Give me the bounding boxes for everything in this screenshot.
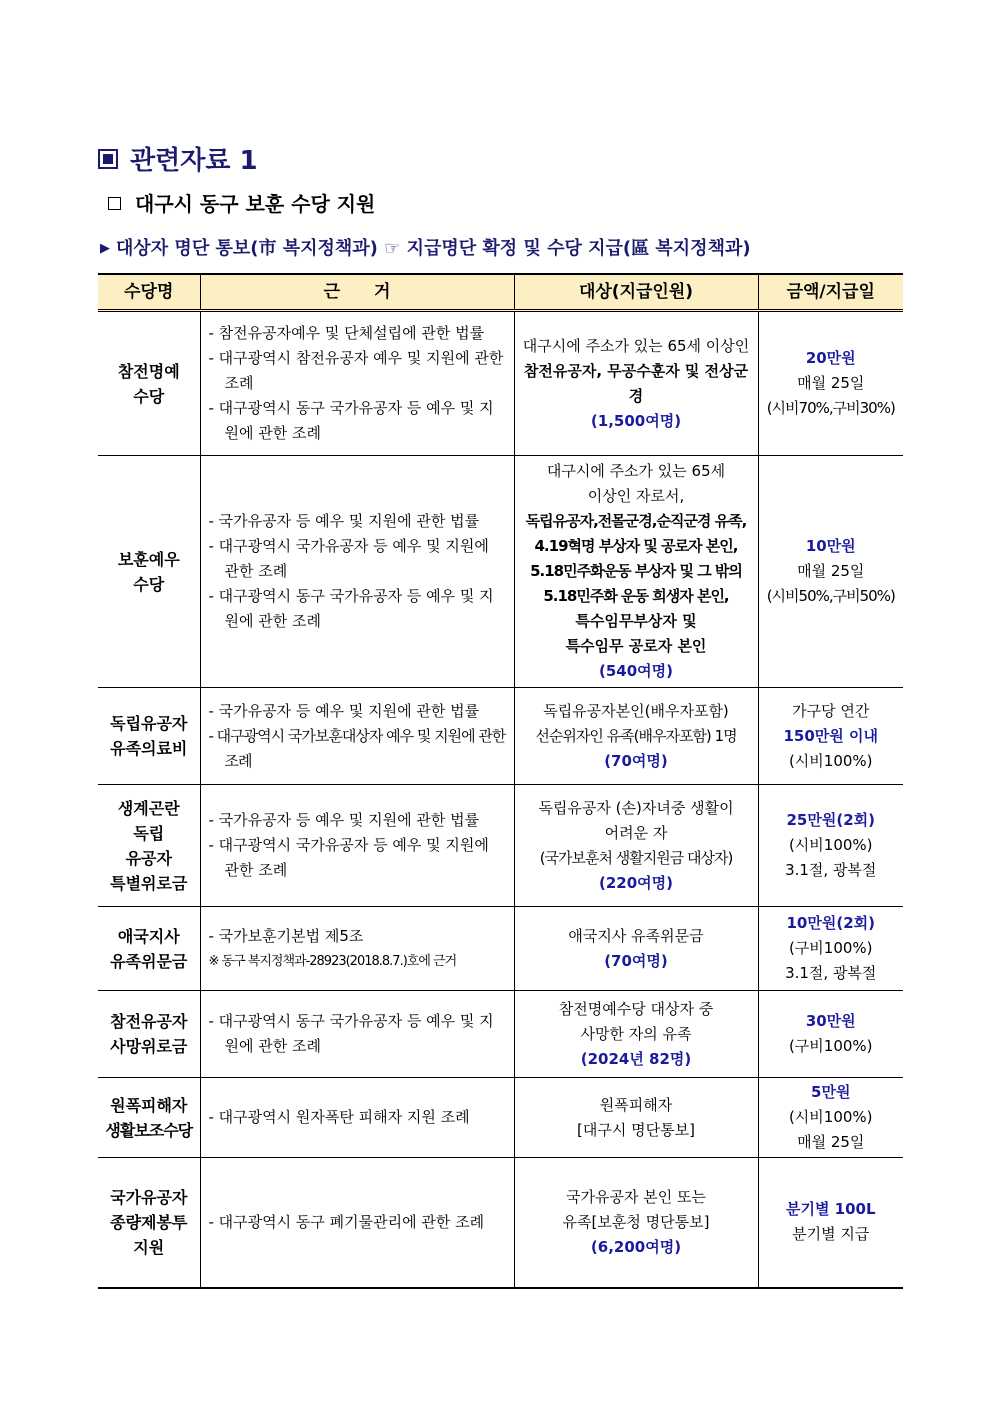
triangle-right-icon: ▶ <box>100 241 110 256</box>
subsection-heading: 대구시 동구 보훈 수당 지원 <box>108 188 375 217</box>
amount: 25만원(2회) (시비100%) 3.1절, 광복절 <box>758 785 903 907</box>
legal-basis: - 대구광역시 원자폭탄 피해자 지원 조례 <box>200 1078 514 1158</box>
target: 원폭피해자 [대구시 명단통보] <box>514 1078 758 1158</box>
table-row <box>98 688 903 785</box>
legal-basis: - 대구광역시 동구 국가유공자 등 예우 및 지원에 관한 조례 <box>200 991 514 1078</box>
empty-square-icon <box>108 197 121 210</box>
legal-basis: - 대구광역시 동구 폐기물관리에 관한 조례 <box>200 1158 514 1288</box>
allowance-name: 국가유공자 종량제봉투 지원 <box>98 1158 200 1288</box>
target: 독립유공자 (손)자녀중 생활이 어려운 자 (국가보훈처 생활지원금 대상자) (220여명) <box>514 785 758 907</box>
legal-basis: - 국가유공자 등 예우 및 지원에 관한 법률 - 대구광역시 국가유공자 등 예우 및 지원에 관한 조례 - 대구광역시 동구 국가유공자 등 예우 및 지원에 관한 조례 <box>200 456 514 688</box>
allowance-name: 보훈예우 수당 <box>98 456 200 688</box>
allowance-name: 독립유공자 유족의료비 <box>98 688 200 785</box>
target: 국가유공자 본인 또는 유족[보훈청 명단통보] (6,200여명) <box>514 1158 758 1288</box>
target: 대구시에 주소가 있는 65세 이상인 자로서, 독립유공자,전몰군경,순직군경 유족, 4.19혁명 부상자 및 공로자 본인, 5.18민주화운동 부상자 및 그 밖의 5.18민주화 운동 희생자 본인, 특수임무부상자 및 특수임무 공로자 본인 (540여명) <box>514 456 758 688</box>
table-row <box>98 991 903 1078</box>
amount: 30만원 (구비100%) <box>758 991 903 1078</box>
legal-basis: - 국가보훈기본법 제5조 ※ 동구 복지정책과-28923(2018.8.7.)호에 근거 <box>200 907 514 991</box>
header-amount: 금액/지급일 <box>758 274 903 311</box>
allowance-name: 애국지사 유족위문금 <box>98 907 200 991</box>
header-name: 수당명 <box>98 274 200 311</box>
section-heading: 관련자료 1 <box>98 140 258 177</box>
table-row <box>98 1158 903 1288</box>
legal-basis: - 국가유공자 등 예우 및 지원에 관한 법률 - 대구광역시 국가유공자 등 예우 및 지원에 관한 조례 <box>200 785 514 907</box>
amount: 10만원 매월 25일 (시비50%,구비50%) <box>758 456 903 688</box>
amount: 5만원 (시비100%) 매월 25일 <box>758 1078 903 1158</box>
amount: 분기별 100L 분기별 지급 <box>758 1158 903 1288</box>
amount: 가구당 연간 150만원 이내 (시비100%) <box>758 688 903 785</box>
allowance-name: 생계곤란 독립 유공자 특별위로금 <box>98 785 200 907</box>
target: 참전명예수당 대상자 중 사망한 자의 유족 (2024년 82명) <box>514 991 758 1078</box>
table-header-row <box>98 274 903 311</box>
header-basis: 근 거 <box>200 274 514 311</box>
header-target: 대상(지급인원) <box>514 274 758 311</box>
filled-square-icon <box>98 149 118 169</box>
allowance-table <box>98 273 903 1289</box>
amount: 20만원 매월 25일 (시비70%,구비30%) <box>758 311 903 456</box>
target: 독립유공자본인(배우자포함) 선순위자인 유족(배우자포함) 1명 (70여명) <box>514 688 758 785</box>
table-row <box>98 907 903 991</box>
target: 애국지사 유족위문금 (70여명) <box>514 907 758 991</box>
table-row <box>98 1078 903 1158</box>
allowance-name: 원폭피해자 생활보조수당 <box>98 1078 200 1158</box>
legal-basis: - 참전유공자예우 및 단체설립에 관한 법률 - 대구광역시 참전유공자 예우 및 지원에 관한 조례 - 대구광역시 동구 국가유공자 등 예우 및 지원에 관한 조례 <box>200 311 514 456</box>
process-flow: ▶ 대상자 명단 통보(市 복지정책과) ☞ 지급명단 확정 및 수당 지급(區 복지정책과) <box>100 238 751 259</box>
allowance-name: 참전명예 수당 <box>98 311 200 456</box>
allowance-name: 참전유공자 사망위로금 <box>98 991 200 1078</box>
target: 대구시에 주소가 있는 65세 이상인 참전유공자, 무공수훈자 및 전상군경 (1,500여명) <box>514 311 758 456</box>
amount: 10만원(2회) (구비100%) 3.1절, 광복절 <box>758 907 903 991</box>
table-row <box>98 456 903 688</box>
legal-basis: - 국가유공자 등 예우 및 지원에 관한 법률 - 대구광역시 국가보훈대상자 예우 및 지원에 관한 조례 <box>200 688 514 785</box>
table-row <box>98 785 903 907</box>
table-row <box>98 311 903 456</box>
